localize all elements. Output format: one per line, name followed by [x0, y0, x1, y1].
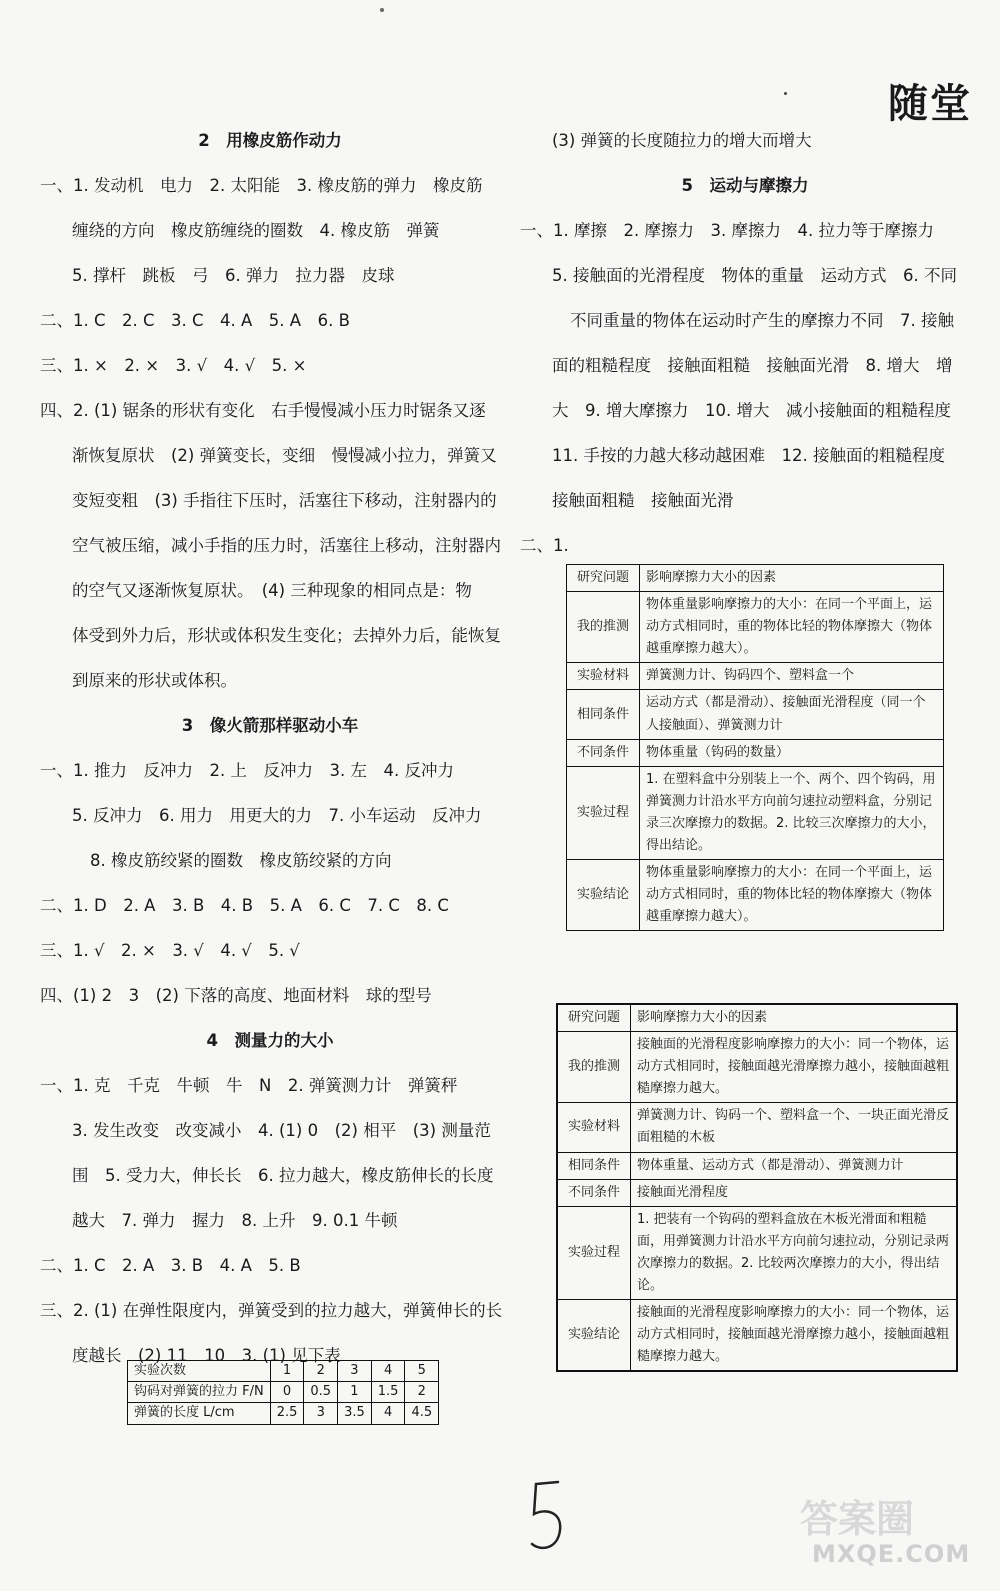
row-header: 实验材料 — [557, 1103, 631, 1152]
answer-line: 一、1. 推力 反冲力 2. 上 反冲力 3. 左 4. 反冲力 — [40, 761, 454, 780]
answer-line: 二、1. C 2. A 3. B 4. A 5. B — [40, 1256, 301, 1275]
answer-line: 四、2. (1) 锯条的形状有变化 右手慢慢减小压力时锯条又逐 — [40, 401, 486, 420]
right-column — [520, 118, 970, 568]
row-header: 实验结论 — [557, 1300, 631, 1372]
answer-line: 3. 发生改变 改变减小 4. (1) 0 (2) 相平 (3) 测量范 — [72, 1121, 491, 1140]
row-value: 影响摩擦力大小的因素 — [640, 565, 944, 592]
answer-line: 到原来的形状或体积。 — [72, 671, 237, 690]
row-value: 弹簧测力计、钩码一个、塑料盒一个、一块正面光滑反面粗糙的木板 — [631, 1103, 958, 1152]
row-value: 1. 在塑料盒中分别装上一个、两个、四个钩码，用弹簧测力计沿水平方向前匀速拉动塑料盒，分别记录三次摩擦力的数据。2. 比较三次摩擦力的大小，得出结论。 — [640, 766, 944, 859]
answer-line: 大 9. 增大摩擦力 10. 增大 减小接触面的粗糙程度 — [552, 401, 951, 420]
section-title: 3 像火箭那样驱动小车 — [181, 716, 359, 735]
table-cell: 4.5 — [405, 1403, 439, 1424]
table-cell: 3 — [304, 1403, 338, 1424]
row-header: 实验过程 — [567, 766, 640, 859]
row-value: 弹簧测力计、钩码四个、塑料盒一个 — [640, 663, 944, 690]
row-header: 研究问题 — [557, 1004, 631, 1032]
answer-line: 缠绕的方向 橡皮筋缠绕的圈数 4. 橡皮筋 弹簧 — [72, 221, 440, 240]
table-cell: 3 — [338, 1361, 372, 1382]
table-row — [567, 663, 944, 690]
answer-line: 11. 手按的力越大移动越困难 12. 接触面的粗糙程度 — [552, 446, 945, 465]
table-row — [567, 592, 944, 663]
table-row — [567, 690, 944, 739]
table-row — [557, 1300, 957, 1372]
table-cell: 弹簧的长度 L/cm — [128, 1403, 271, 1424]
answer-line: 度越长 (2) 11 10 3. (1) 见下表 — [72, 1346, 341, 1365]
table-row — [128, 1403, 439, 1424]
row-header: 实验材料 — [567, 663, 640, 690]
row-header: 相同条件 — [557, 1152, 631, 1179]
row-value: 1. 把装有一个钩码的塑料盒放在木板光滑面和粗糙面，用弹簧测力计沿水平方向前匀速拉动，分别记录两次摩擦力的数据。2. 比较两次摩擦力的大小，得出结论。 — [631, 1206, 958, 1299]
answer-line: 面的粗糙程度 接触面粗糙 接触面光滑 8. 增大 增 — [552, 356, 953, 375]
row-header: 我的推测 — [557, 1032, 631, 1103]
answer-line: 5. 接触面的光滑程度 物体的重量 运动方式 6. 不同 — [552, 266, 957, 285]
row-value: 接触面的光滑程度影响摩擦力的大小：同一个物体，运动方式相同时，接触面越光滑摩擦力越小，接触面越粗糙摩擦力越大。 — [631, 1300, 958, 1372]
experiment-table-weight — [566, 564, 944, 931]
row-header: 不同条件 — [567, 739, 640, 766]
table-cell: 1.5 — [371, 1382, 405, 1403]
row-value: 接触面光滑程度 — [631, 1179, 958, 1206]
table-row — [557, 1103, 957, 1152]
answer-line: 一、1. 发动机 电力 2. 太阳能 3. 橡皮筋的弹力 橡皮筋 — [40, 176, 483, 195]
table-cell: 0.5 — [304, 1382, 338, 1403]
section-title: 2 用橡皮筋作动力 — [198, 131, 342, 150]
table-cell: 0 — [270, 1382, 304, 1403]
spring-data-table — [127, 1360, 439, 1425]
table-cell: 4 — [371, 1361, 405, 1382]
answer-line: 8. 橡皮筋绞紧的圈数 橡皮筋绞紧的方向 — [90, 851, 392, 870]
speck — [380, 8, 384, 12]
row-value: 物体重量、运动方式（都是滑动）、弹簧测力计 — [631, 1152, 958, 1179]
answer-line: 体受到外力后，形状或体积发生变化；去掉外力后，能恢复 — [72, 626, 501, 645]
table-cell: 实验次数 — [128, 1361, 271, 1382]
table-row — [567, 860, 944, 931]
answer-line: (3) 弹簧的长度随拉力的增大而增大 — [552, 131, 812, 150]
answer-line: 不同重量的物体在运动时产生的摩擦力不同 7. 接触 — [570, 311, 954, 330]
table-cell: 1 — [338, 1382, 372, 1403]
section-title: 4 测量力的大小 — [206, 1031, 334, 1050]
answer-line: 二、1. C 2. C 3. C 4. A 5. A 6. B — [40, 311, 350, 330]
answer-line: 变短变粗 (3) 手指往下压时，活塞往下移动，注射器内的 — [72, 491, 497, 510]
table-row — [128, 1382, 439, 1403]
answer-line: 渐恢复原状 (2) 弹簧变长，变细 慢慢减小拉力，弹簧又 — [72, 446, 497, 465]
answer-line: 三、1. × 2. × 3. √ 4. √ 5. × — [40, 356, 307, 375]
corner-header: 随堂 — [888, 80, 972, 127]
table-row — [557, 1152, 957, 1179]
section-title: 5 运动与摩擦力 — [681, 176, 809, 195]
answer-line: 围 5. 受力大，伸长长 6. 拉力越大，橡皮筋伸长的长度 — [72, 1166, 494, 1185]
speck — [784, 92, 787, 95]
table-cell: 1 — [270, 1361, 304, 1382]
experiment-table-surface — [556, 1003, 958, 1372]
answer-line: 三、2. (1) 在弹性限度内，弹簧受到的拉力越大，弹簧伸长的长 — [40, 1301, 503, 1320]
row-value: 物体重量（钩码的数量） — [640, 739, 944, 766]
answer-line: 的空气又逐渐恢复原状。 (4) 三种现象的相同点是：物 — [72, 581, 472, 600]
answer-line: 空气被压缩，减小手指的压力时，活塞往上移动，注射器内 — [72, 536, 501, 555]
row-value: 物体重量影响摩擦力的大小：在同一个平面上，运动方式相同时，重的物体比轻的物体摩擦大（物体越重摩擦力越大）。 — [640, 592, 944, 663]
row-header: 研究问题 — [567, 565, 640, 592]
answer-line: 5. 撑杆 跳板 弓 6. 弹力 拉力器 皮球 — [72, 266, 395, 285]
left-column — [40, 118, 503, 1378]
table-row — [557, 1004, 957, 1032]
answer-line: 5. 反冲力 6. 用力 用更大的力 7. 小车运动 反冲力 — [72, 806, 482, 825]
table-cell: 4 — [371, 1403, 405, 1424]
answer-line: 越大 7. 弹力 握力 8. 上升 9. 0.1 牛顿 — [72, 1211, 398, 1230]
answer-line: 接触面粗糙 接触面光滑 — [552, 491, 734, 510]
row-header: 我的推测 — [567, 592, 640, 663]
row-header: 相同条件 — [567, 690, 640, 739]
table-cell: 2 — [405, 1382, 439, 1403]
handwritten-mark — [528, 1478, 568, 1558]
row-header: 实验过程 — [557, 1206, 631, 1299]
table-cell: 5 — [405, 1361, 439, 1382]
answer-line: 二、1. D 2. A 3. B 4. B 5. A 6. C 7. C 8. C — [40, 896, 449, 915]
row-header: 实验结论 — [567, 860, 640, 931]
table-row — [567, 766, 944, 859]
table-cell: 2 — [304, 1361, 338, 1382]
row-value: 影响摩擦力大小的因素 — [631, 1004, 958, 1032]
row-value: 物体重量影响摩擦力的大小：在同一个平面上，运动方式相同时，重的物体比轻的物体摩擦大（物体越重摩擦力越大）。 — [640, 860, 944, 931]
watermark-url: MXQE.COM — [812, 1540, 971, 1568]
answer-line: 二、1. — [520, 536, 569, 555]
watermark-logo: 答案圈 — [800, 1497, 915, 1541]
table-header-row — [128, 1361, 439, 1382]
answer-line: 三、1. √ 2. × 3. √ 4. √ 5. √ — [40, 941, 300, 960]
table-cell: 3.5 — [338, 1403, 372, 1424]
table-row — [557, 1206, 957, 1299]
table-cell: 2.5 — [270, 1403, 304, 1424]
table-cell: 钩码对弹簧的拉力 F/N — [128, 1382, 271, 1403]
answer-line: 四、(1) 2 3 (2) 下落的高度、地面材料 球的型号 — [40, 986, 432, 1005]
row-value: 接触面的光滑程度影响摩擦力的大小：同一个物体，运动方式相同时，接触面越光滑摩擦力越小，接触面越粗糙摩擦力越大。 — [631, 1032, 958, 1103]
row-value: 运动方式（都是滑动）、接触面光滑程度（同一个人接触面）、弹簧测力计 — [640, 690, 944, 739]
answer-line: 一、1. 摩擦 2. 摩擦力 3. 摩擦力 4. 拉力等于摩擦力 — [520, 221, 934, 240]
table-row — [557, 1179, 957, 1206]
table-row — [557, 1032, 957, 1103]
table-row — [567, 565, 944, 592]
answer-line: 一、1. 克 千克 牛顿 牛 N 2. 弹簧测力计 弹簧秤 — [40, 1076, 458, 1095]
row-header: 不同条件 — [557, 1179, 631, 1206]
table-row — [567, 739, 944, 766]
